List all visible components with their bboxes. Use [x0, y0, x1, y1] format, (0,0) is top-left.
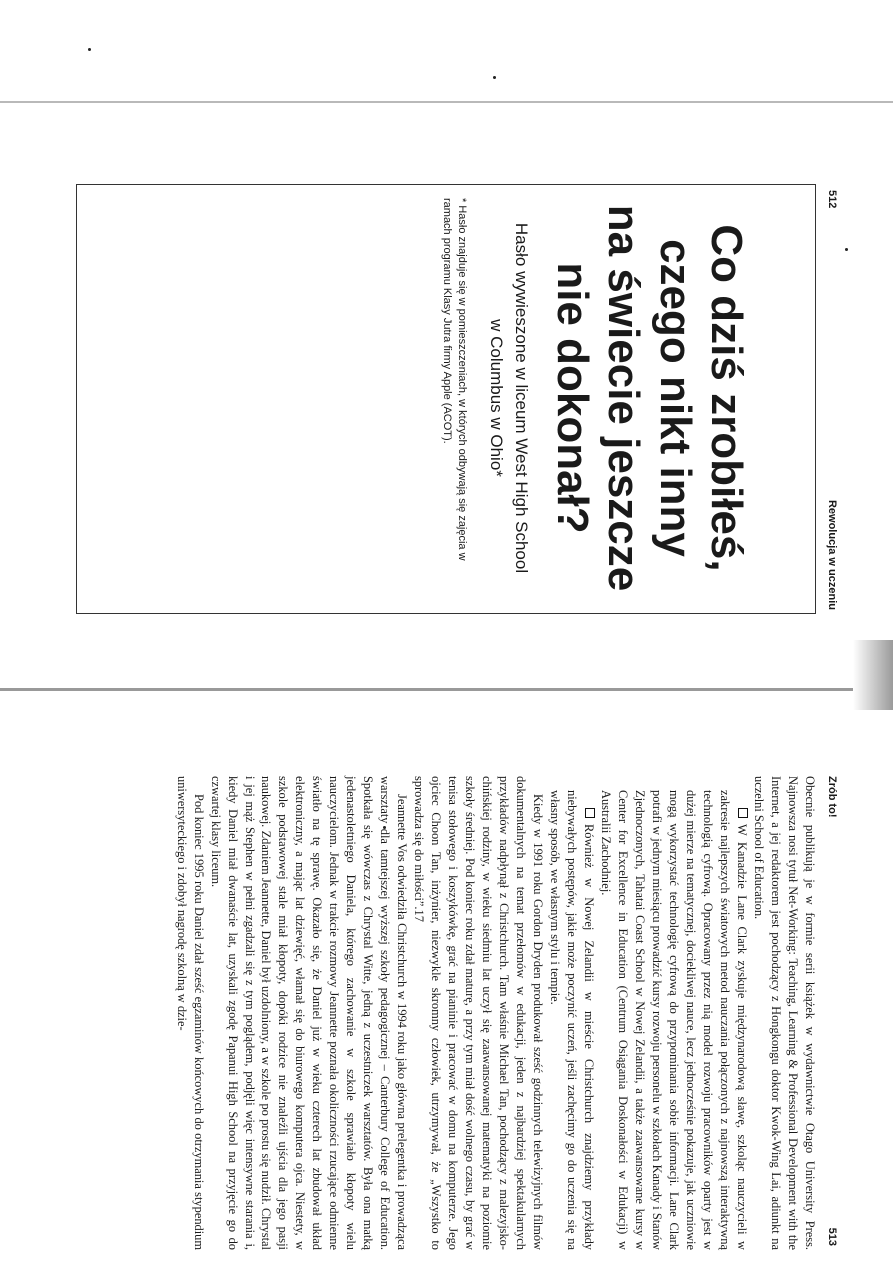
right-page-body: [48, 776, 818, 1250]
body-text: [173, 776, 818, 1250]
paragraph: [750, 776, 818, 1250]
left-page-header: [826, 190, 838, 610]
right-running-head: Zrób to!: [826, 776, 838, 818]
speck: [493, 76, 496, 79]
caption-line: w Columbus w Ohio*: [486, 319, 506, 477]
right-page-number: 513: [826, 1227, 838, 1246]
paragraph-text: Również w Nowej Zelandii w mieście Christchurch znajdziemy przykłady niebywałych postępów, jakie może poczynić uczeń, jeśli zachęcimy go do uczenia się na własny sposób, we własnym stylu i tempie.: [548, 790, 597, 1250]
headline-line: Co dziś zrobiłeś,: [702, 224, 751, 572]
checkbox-bullet-icon: [738, 808, 748, 818]
headline-line: na świecie jeszcze: [599, 204, 649, 592]
poster-caption: [483, 198, 534, 598]
speck: [845, 248, 848, 251]
paragraph-text: Jeannette Vos odwiedziła Christchurch w 1994 roku jako główna prelegentka i prowadząca warsztaty dla tamtejszej wyższej szkoły pedagogicznej – Canterbury College of Education. Spotkała się wówczas z Chrystal Witte, jedną z uczestniczek warsztatów. Była ona matką jedenastoletniego Daniela, którego zachowanie w szkole sprawiało kłopoty wielu nauczycielom. Jednak w trakcie rozmowy Jeannette poznała okoliczności rzucające odmienne światło na tę sprawę. Okazało się, że Daniel już w wieku czterech lat zbudował układ elektroniczny, a mając lat dziewięć, włamał się do biurowego komputera ojca. Niestety, w szkole podstawowej stale miał kłopoty, dopóki rodzice nie znaleźli ujścia dla jego pasji naukowej. Zdaniem Jeannette, Daniel był uzdolniony, a w szkole po prostu się nudził. Chrystal i jej mąż Stephen w pełni zgadzali się z tym poglądem, podjęli więc intensywne starania i, kiedy Daniel miał dwanaście lat, uzyskali zgodę Papanui High School na przyjęcie go do czwartej klasy liceum.: [208, 776, 410, 1250]
checkbox-bullet-icon: [585, 808, 595, 818]
poster-headline: [546, 198, 752, 598]
paragraph-text: Pod koniec 1995 roku Daniel zdał sześć egzaminów końcowych do otrzymania stypendium uniwersyteckiego i zdobył nagrodę szkolną w dzie-: [174, 776, 206, 1250]
bullet-paragraph: [597, 776, 750, 1250]
paragraph-text: W Kanadzie Lane Clark zyskuje międzynarodową sławę, szkoląc nauczycieli w zakresie najlepszych światowych metod nauczania połączonych z najnowszą interaktywną technologią cyfrową. Opracowany przez nią model rozwoju pracowników oparty jest w dużej mierze na tematycznej, dociekliwej nauce, lecz jednocześnie pokazuje, jak uczniowie mogą wykorzystać technologię cyfrową do przypominania sobie informacji. Lane Clark potrafi w jednym miesiącu prowadzić kursy rozwoju personelu w szkołach Kanady i Stanów Zjednoczonych, Tahatai Coast School w Nowej Zelandii, a także zaawansowane kursy w Center for Excellence in Education (Centrum Osiągania Doskonałości w Edukacji) w Australii Zachodniej.: [599, 790, 750, 1250]
right-page-header: [826, 776, 838, 1246]
scan-edge: [853, 640, 893, 710]
left-page-content: [438, 198, 770, 598]
headline-line: czego nikt inny: [650, 239, 700, 557]
speck: [88, 48, 91, 51]
scan-line-top: [0, 101, 893, 103]
footnote: * Hasło znajduje się w pomieszczeniach, w których odbywają się zajęcia w ramach programu Klasy Jutra firmy Apple (ACOT).: [440, 198, 469, 561]
paragraph: [410, 776, 546, 1250]
paragraph: [173, 776, 207, 1250]
caption-line: Hasło wywieszone w liceum West High School: [512, 222, 532, 574]
bullet-paragraph: [546, 776, 597, 1250]
paragraph-text: Obecnie publikują je w formie serii książek w wydawnictwie Otago University Press. Najnowsza nosi tytuł Net-Working: Teaching, Learning & Professional Development with the Internet, a jej redaktorem jest pochodzący z Hongkongu doktor Kwok-Wing Lai, adiunkt na uczelni School of Education.: [752, 776, 817, 1250]
paragraph-text: Kiedy w 1991 roku Gordon Dryden produkował sześć godzinnych telewizyjnych filmów dokumentalnych na temat przełomów w edukacji, jeden z najbardziej spektakularnych przykładów nadpłynął z Christchurch. Tam właśnie Michael Tan, pochodzący z malezyjsko-chińskiej rodziny, w wieku siedmiu lat uczył się zaawansowanej matematyki na poziomie szkoły średniej. Pod koniec roku zdał maturę, a przy tym miał dość wolnego czasu, by grać w tenisa stołowego i koszykówkę, grać na pianinie i pracować w domu na komputerze. Jego ojciec Choon Tan, inżynier, niezwykle skromny człowiek, utrzymywał, że „Wszystko to sprowadza się do miłości”.17: [412, 776, 546, 1250]
headline-line: nie dokonał?: [547, 262, 597, 534]
gutter-line: [0, 688, 893, 691]
left-running-head: Rewolucja w uczeniu: [826, 499, 838, 610]
left-page-number: 512: [826, 190, 838, 209]
paragraph: [207, 776, 411, 1250]
